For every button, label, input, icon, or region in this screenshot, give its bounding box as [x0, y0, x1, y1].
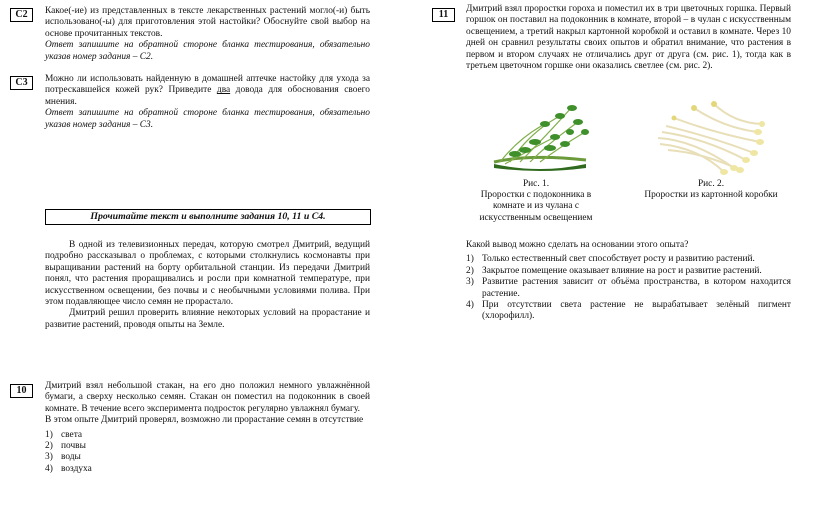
- q10-option-2[interactable]: 2) почвы: [45, 441, 86, 452]
- q10-option-4[interactable]: 4) воздуха: [45, 463, 92, 474]
- c3-underlined-word: два: [216, 85, 231, 96]
- figure-2-caption-block: [636, 179, 786, 201]
- figure-1-green-sprouts: [490, 102, 590, 174]
- figure-2-pale-sprouts: [654, 98, 766, 176]
- q11-label: 11: [432, 8, 455, 22]
- section-banner: Прочитайте текст и выполните задания 10, 11 и С4.: [45, 209, 371, 225]
- figure-1-caption-block: [466, 179, 606, 224]
- q10-block: [45, 381, 370, 475]
- c2-label: С2: [10, 8, 33, 22]
- figure-1-title: Рис. 1.: [522, 179, 550, 189]
- q11-question: Какой вывод можно сделать на основании этого опыта?: [466, 240, 689, 250]
- intro-paragraph-1: В одной из телевизионных передач, которую смотрел Дмитрий, ведущий подробно рассказывал о проблемах, с которыми столкнулись космонавты при выращивании растений на борту орбитальной станции. Из передачи Дмитрий понял, что растения проращивались и росли при комнатной температуре, при искусственном освещении, без почвы и с необычными условиями полива. При этом подавляющее число семян не прорастало.: [45, 240, 370, 308]
- q10-option-3[interactable]: 3) воды: [45, 452, 81, 463]
- c3-question-block: [45, 74, 370, 131]
- q11-options: [466, 254, 791, 322]
- figure-1-caption: Проростки с подоконника в комнате и из чулана с искусственным освещением: [479, 190, 593, 223]
- figure-2-title: Рис. 2.: [697, 179, 725, 189]
- c3-label: С3: [10, 76, 33, 90]
- q11-text: Дмитрий взял проростки гороха и поместил их в три цветочных горшка. Первый горшок он поставил на подоконник в комнате, второй – в чулан с искусственным освещением, а третий накрыл картонной коробкой и оставил в комнате. Через 10 дней он сравнил результаты своих опытов и обратил внимание, что растения в первом и втором случаях не отличались друг от друга (см. рис. 1), тогда как в третьем цветочном горшке они оказались светлее (см. рис. 2).: [466, 4, 791, 72]
- c3-note: Ответ запишите на обратной стороне бланка тестирования, обязательно указав номер задания – С3.: [45, 108, 370, 130]
- figure-2-caption: Проростки из картонной коробки: [644, 190, 778, 201]
- q11-option-1[interactable]: 1) Только естественный свет способствует росту и развитию растений.: [466, 254, 755, 265]
- c3-question: Можно ли использовать найденную в домашней аптечке настойку для ухода за потрескавшейся кожей рук? Приведите два довода для обоснования своего мнения.: [45, 74, 370, 107]
- q11-question-block: [466, 240, 791, 323]
- q10-question: В этом опыте Дмитрий проверял, возможно ли прорастание семян в отсутствие: [45, 415, 364, 426]
- q11-option-4[interactable]: 4) При отсутствии света растение не вырабатывает зелёный пигмент (хлорофилл).: [466, 300, 791, 322]
- intro-text: [45, 240, 370, 331]
- q10-option-1[interactable]: 1) света: [45, 429, 83, 440]
- q10-options: [45, 430, 370, 476]
- c2-question: Какое(-ие) из представленных в тексте лекарственных растений могло(-и) быть использовано(-ы) для приготовления этой настойки? Обоснуйте свой выбор на основе прочитанных текстов.: [45, 6, 370, 39]
- c2-question-block: [45, 6, 370, 63]
- q10-text: Дмитрий взял небольшой стакан, на его дно положил немного увлажнённой бумаги, а сверху несколько семян. Стакан он поместил на подоконник в своей комнате. В течение всего эксперимента подросток регулярно увлажнял бумагу.: [45, 381, 370, 414]
- q10-label: 10: [10, 384, 33, 398]
- q11-option-2[interactable]: 2) Закрытое помещение оказывает влияние на рост и развитие растений.: [466, 265, 762, 276]
- c2-note: Ответ запишите на обратной стороне бланка тестирования, обязательно указав номер задания – С2.: [45, 40, 370, 62]
- intro-paragraph-2: Дмитрий решил проверить влияние некоторых условий на прорастание и развитие растений, проводя опыты на Земле.: [45, 308, 370, 330]
- q11-option-3[interactable]: 3) Развитие растения зависит от объёма пространства, в котором находится растение.: [466, 277, 791, 299]
